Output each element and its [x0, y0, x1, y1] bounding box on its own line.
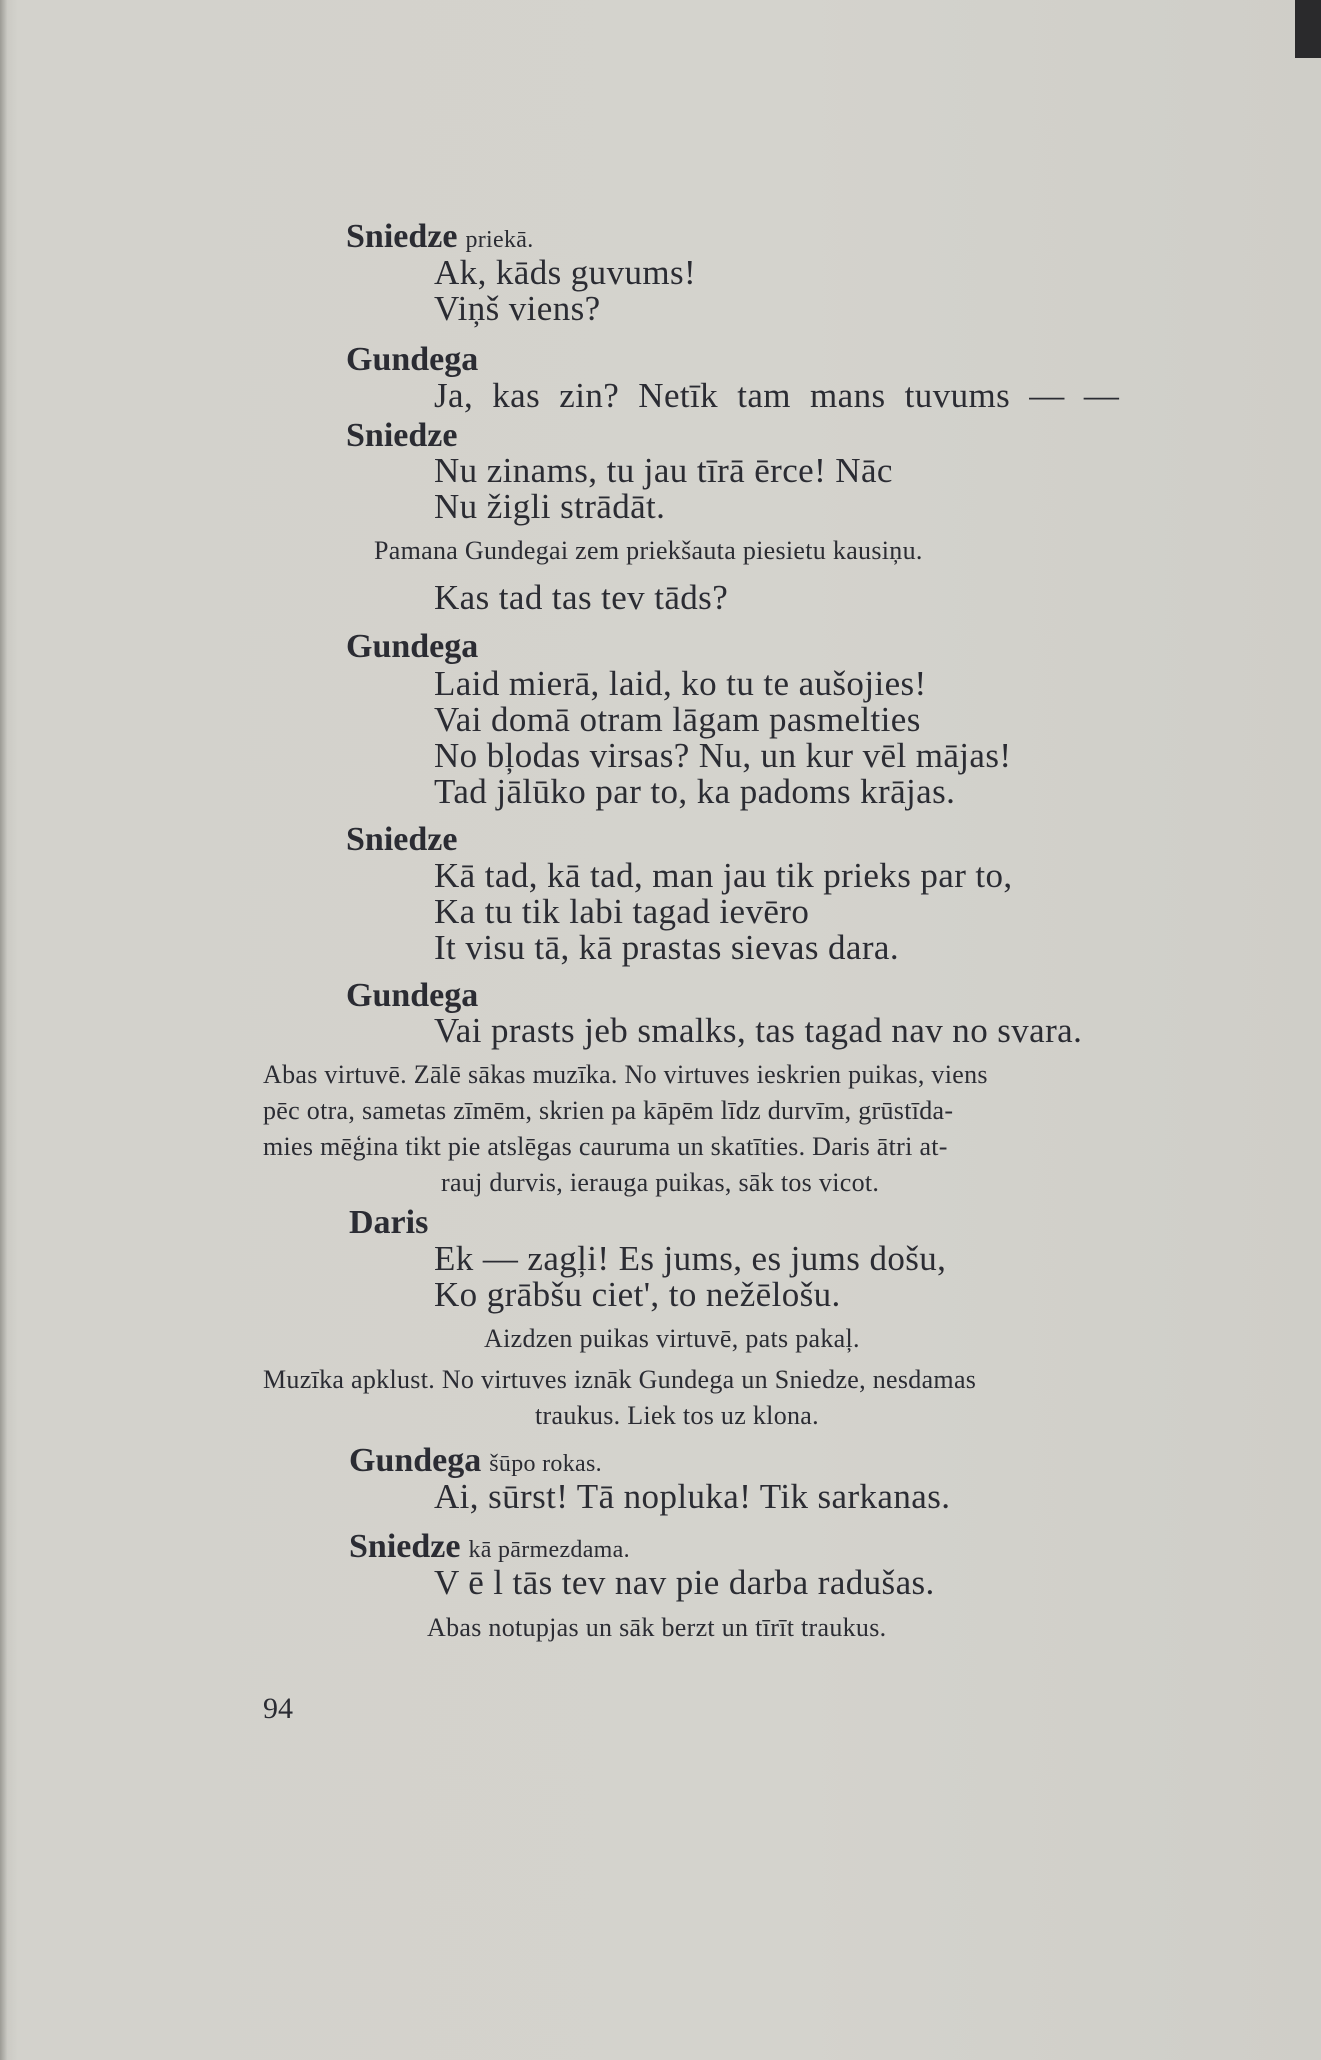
verse-line: Ko grābšu ciet', to nežēlošu. — [434, 1275, 841, 1314]
verse-line: Vai prasts jeb smalks, tas tagad nav no svara. — [434, 1011, 1083, 1050]
verse-line: Viņš viens? — [434, 289, 601, 328]
verse-line: It visu tā, kā prastas sievas dara. — [434, 928, 899, 967]
speaker-name: Sniedze — [346, 417, 458, 454]
stage-direction: Muzīka apklust. No virtuves iznāk Gundega un Sniedze, nesdamas — [263, 1365, 977, 1394]
speaker-name: Sniedze kā pārmezdama. — [349, 1528, 630, 1565]
verse-line: Nu žigli strādāt. — [434, 487, 666, 526]
verse-line: V ē l tās tev nav pie darba radušas. — [434, 1563, 935, 1602]
verse-line: Ek — zagļi! Es jums, es jums došu, — [434, 1239, 947, 1278]
stage-direction-inline: priekā. — [465, 227, 534, 253]
verse-line: Ja, kas zin? Netīk tam mans tuvums — — — [434, 376, 1120, 415]
stage-direction: rauj durvis, ierauga puikas, sāk tos vicot. — [441, 1168, 880, 1197]
stage-direction-inline: šūpo rokas. — [489, 1451, 602, 1477]
stage-direction: Aizdzen puikas virtuvē, pats pakaļ. — [484, 1324, 860, 1353]
speaker-name: Gundega — [346, 977, 479, 1014]
verse-line: Nu zinams, tu jau tīrā ērce! Nāc — [434, 451, 893, 490]
page-corner-shadow — [1295, 0, 1321, 58]
speaker-name: Sniedze — [346, 821, 458, 858]
stage-direction: Pamana Gundegai zem priekšauta piesietu kausiņu. — [374, 536, 923, 565]
verse-line: Ka tu tik labi tagad ievēro — [434, 892, 810, 931]
speaker-name: Gundega — [346, 341, 479, 378]
verse-line: Vai domā otram lāgam pasmelties — [434, 700, 921, 739]
stage-direction: Abas virtuvē. Zālē sākas muzīka. No virtuves ieskrien puikas, viens — [263, 1060, 988, 1089]
stage-direction: pēc otra, sametas zīmēm, skrien pa kāpēm līdz durvīm, grūstīda- — [263, 1096, 954, 1125]
page-number: 94 — [263, 1692, 293, 1725]
stage-direction: Abas notupjas un sāk berzt un tīrīt traukus. — [427, 1613, 887, 1642]
speaker-name: Gundega — [346, 628, 479, 665]
verse-line: Kas tad tas tev tāds? — [434, 578, 729, 617]
verse-line: Ai, sūrst! Tā nopluka! Tik sarkanas. — [434, 1477, 951, 1516]
page-binding-edge — [0, 0, 7, 2060]
stage-direction: mies mēģina tikt pie atslēgas cauruma un skatīties. Daris ātri at- — [263, 1132, 948, 1161]
speaker-name: Sniedze priekā. — [346, 218, 534, 255]
stage-direction: traukus. Liek tos uz klona. — [535, 1401, 819, 1430]
speaker-name: Gundega šūpo rokas. — [349, 1442, 602, 1479]
verse-line: Kā tad, kā tad, man jau tik prieks par to, — [434, 856, 1013, 895]
stage-direction-inline: kā pārmezdama. — [468, 1537, 630, 1563]
speaker-name: Daris — [349, 1204, 429, 1241]
verse-line: Tad jālūko par to, ka padoms krājas. — [434, 772, 956, 811]
verse-line: Laid mierā, laid, ko tu te aušojies! — [434, 664, 927, 703]
verse-line: No bļodas virsas? Nu, un kur vēl mājas! — [434, 736, 1012, 775]
verse-line: Ak, kāds guvums! — [434, 253, 697, 292]
